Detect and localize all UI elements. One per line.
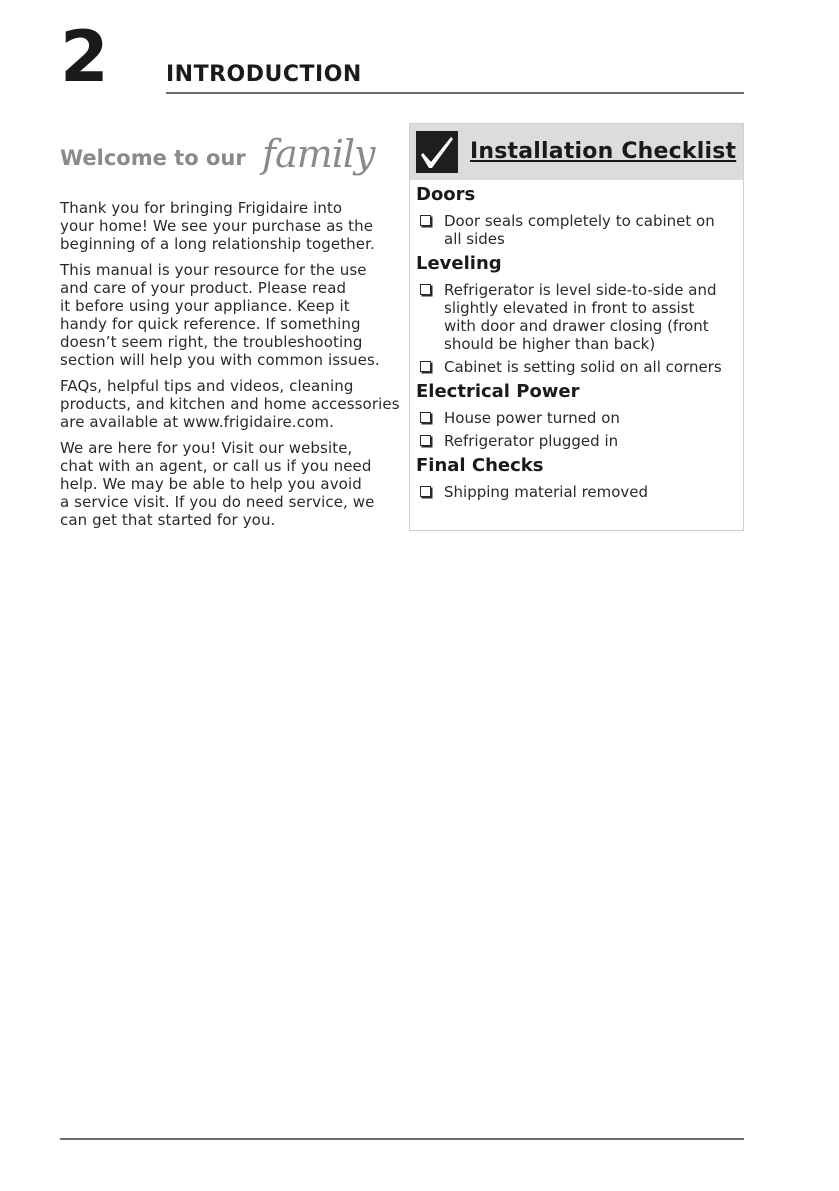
checkbox-icon [420,412,431,423]
checklist-item-text [444,432,740,450]
text-line: This manual is your resource for the use [60,261,367,279]
checklist-item [416,483,740,501]
text-line: Refrigerator plugged in [444,432,619,450]
checklist-section-title: Leveling [416,253,502,274]
text-line: are available at www.frigidaire.com. [60,413,334,431]
checklist-header [410,124,743,180]
checklist-item-text [444,212,740,248]
page-number: 2 [60,16,107,98]
text-line: slightly elevated in front to assist [444,299,695,317]
section-title: INTRODUCTION [166,62,362,87]
text-line: section will help you with common issues. [60,351,380,369]
checkbox-icon [420,361,431,372]
text-line: Refrigerator is level side-to-side and [444,281,717,299]
text-line: chat with an agent, or call us if you need [60,457,372,475]
text-line: Shipping material removed [444,483,649,501]
checklist-item-text [444,281,740,353]
text-line: House power turned on [444,409,620,427]
text-line: a service visit. If you do need service, we [60,493,375,511]
text-line: Cabinet is setting solid on all corners [444,358,722,376]
intro-paragraph [60,439,395,529]
intro-text-column [60,199,400,537]
text-line: doesn’t seem right, the troubleshooting [60,333,363,351]
text-line: products, and kitchen and home accessories [60,395,400,413]
text-line: can get that started for you. [60,511,276,529]
checklist-body [416,180,740,506]
checkbox-icon [420,486,431,497]
intro-paragraph [60,261,395,369]
checklist-item-text [444,358,740,376]
checklist-item [416,281,740,353]
text-line: should be higher than back) [444,335,656,353]
text-line: Thank you for bringing Frigidaire into [60,199,343,217]
text-line: Door seals completely to cabinet on [444,212,715,230]
intro-paragraph [60,377,400,431]
checklist-section-title: Final Checks [416,455,544,476]
welcome-script-word: family [262,132,375,176]
checkmark-icon [416,131,458,173]
installation-checklist [409,123,744,531]
checklist-section-title: Doors [416,184,476,205]
text-line: help. We may be able to help you avoid [60,475,362,493]
text-line: with door and drawer closing (front [444,317,709,335]
text-line: and care of your product. Please read [60,279,347,297]
welcome-heading [60,132,400,192]
text-line: all sides [444,230,505,248]
checkbox-icon [420,215,431,226]
footer-divider [60,1138,744,1140]
checklist-item-text [444,409,740,427]
checklist-item [416,432,740,450]
checklist-item [416,358,740,376]
welcome-text: Welcome to our [60,146,246,170]
checkbox-icon [420,435,431,446]
text-line: We are here for you! Visit our website, [60,439,353,457]
text-line: it before using your appliance. Keep it [60,297,350,315]
text-line: your home! We see your purchase as the [60,217,374,235]
checklist-title: Installation Checklist [470,139,737,164]
text-line: handy for quick reference. If something [60,315,361,333]
checklist-item-text [444,483,740,501]
text-line: FAQs, helpful tips and videos, cleaning [60,377,354,395]
text-line: beginning of a long relationship together. [60,235,375,253]
intro-paragraph [60,199,395,253]
checklist-item [416,409,740,427]
checklist-item [416,212,740,248]
checklist-section-title: Electrical Power [416,381,580,402]
header-divider [166,92,744,94]
checkbox-icon [420,284,431,295]
